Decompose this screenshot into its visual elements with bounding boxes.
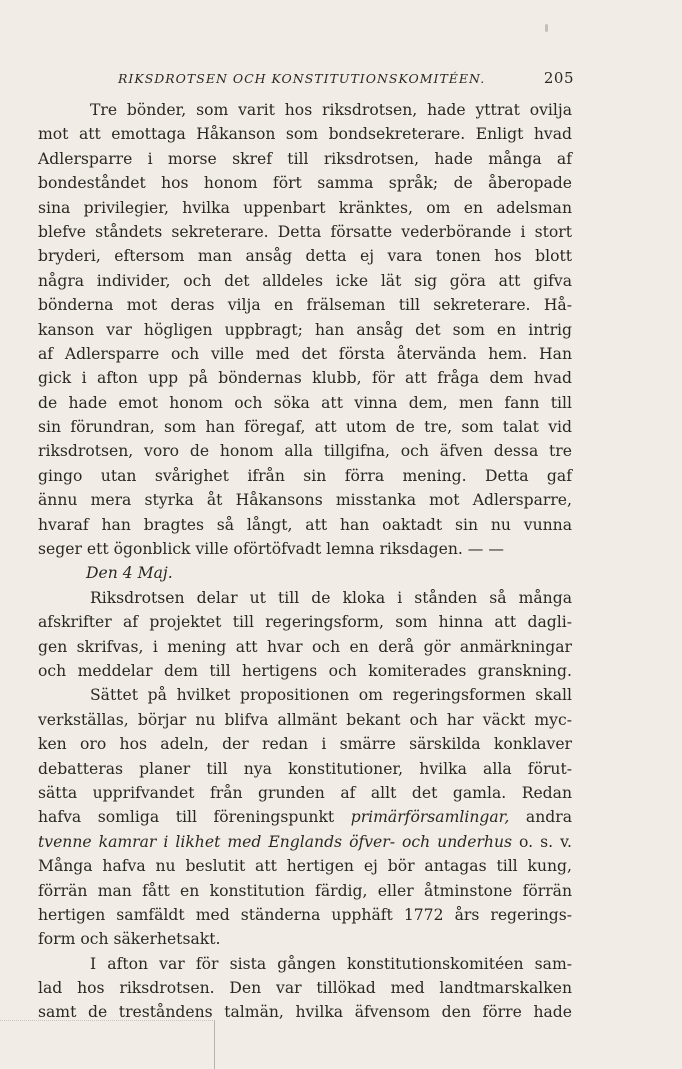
paper-blemish xyxy=(545,24,548,32)
running-title: RIKSDROTSEN OCH KONSTITUTIONSKOMITÉEN. xyxy=(118,71,486,86)
text-line: sätta upprifvandet från grunden af allt det gamla. Redan xyxy=(38,783,572,802)
text-line: Sättet på hvilket propositionen om regeringsformen skall xyxy=(90,686,572,705)
text-segment: hafva somliga till föreningspunkt xyxy=(38,808,335,827)
text-line: kanson var högligen uppbragt; han ansåg det som en intrig xyxy=(38,320,572,339)
text-line: några individer, och det alldeles icke lät sig göra att gifva xyxy=(38,271,572,290)
text-line: förrän man fått en konstitution färdig, eller åtminstone förrän xyxy=(38,881,572,900)
italic-term: tvenne kamrar i likhet med Englands öfver- och underhus xyxy=(38,832,513,851)
text-line: lad hos riksdrotsen. Den var tillökad med landtmarskalken xyxy=(38,979,572,998)
text-line: ken oro hos adeln, der redan i smärre särskilda konklaver xyxy=(38,735,572,754)
text-line: gen skrifvas, i mening att hvar och en derå gör anmärkningar xyxy=(38,637,572,656)
text-segment: andra xyxy=(525,808,572,827)
text-line: Adlersparre i morse skref till riksdrotsen, hade många af xyxy=(38,149,572,168)
text-line: sin förundran, som han föregaf, att utom de tre, som talat vid xyxy=(38,418,572,437)
text-line: hvaraf han bragtes så långt, att han oaktadt sin nu vunna xyxy=(38,515,572,534)
text-line: afskrifter af projektet till regeringsform, som hinna att dagli- xyxy=(38,613,572,632)
body-text xyxy=(38,98,572,1025)
text-line: af Adlersparre och ville med det första återvända hem. Han xyxy=(38,344,572,363)
text-line: ännu mera styrka åt Håkansons misstanka mot Adlersparre, xyxy=(38,491,572,510)
text-line: bryderi, eftersom man ansåg detta ej vara tonen hos blott xyxy=(38,247,572,266)
text-line: verkställas, börjar nu blifva allmänt bekant och har väckt myc- xyxy=(38,710,572,729)
text-line: blefve ståndets sekreterare. Detta försatte vederbörande i stort xyxy=(38,222,572,241)
text-line: bönderna mot deras vilja en frälseman till sekreterare. Hå- xyxy=(38,296,572,315)
text-line: och meddelar dem till hertigens och komiterades granskning. xyxy=(38,661,572,680)
text-line: I afton var för sista gången konstitutionskomitéen sam- xyxy=(90,954,572,973)
scan-edge-mark xyxy=(0,1020,215,1069)
page-number: 205 xyxy=(543,69,574,87)
text-line: Riksdrotsen delar ut till de kloka i stånden så många xyxy=(90,588,572,607)
text-line: Tre bönder, som varit hos riksdrotsen, hade yttrat ovilja xyxy=(90,101,572,119)
italic-term: primärförsamlingar, xyxy=(350,808,510,827)
text-line: gick i afton upp på böndernas klubb, för att fråga dem hvad xyxy=(38,369,572,388)
text-line: samt de treståndens talmän, hvilka äfvensom den förre hade xyxy=(38,1003,572,1022)
text-segment: o. s. v. xyxy=(519,832,572,851)
text-line: riksdrotsen, voro de honom alla tillgifna, och äfven dessa tre xyxy=(38,442,572,461)
text-line: sina privilegier, hvilka uppenbart kränktes, om en adelsman xyxy=(38,198,572,217)
text-line: hertigen samfäldt med ständerna upphäft 1772 års regerings- xyxy=(38,905,572,924)
text-line: bondeståndet hos honom fört samma språk; de åberopade xyxy=(38,174,572,193)
text-line: Många hafva nu beslutit att hertigen ej bör antagas till kung, xyxy=(38,857,572,876)
text-line: debatteras planer till nya konstitutioner, hvilka alla förut- xyxy=(38,759,572,778)
text-line: mot att emottaga Håkanson som bondsekreterare. Enligt hvad xyxy=(38,125,572,144)
text-line: de hade emot honom och söka att vinna dem, men fann till xyxy=(38,393,572,412)
text-line: gingo utan svårighet ifrån sin förra mening. Detta gaf xyxy=(38,466,572,485)
text-line: seger ett ögonblick ville oförtöfvadt lemna riksdagen. — — xyxy=(38,540,504,559)
date-heading: Den 4 Maj. xyxy=(86,564,173,583)
text-line: form och säkerhetsakt. xyxy=(38,930,221,949)
text-line-mixed xyxy=(38,830,572,854)
text-line-mixed xyxy=(38,805,572,829)
